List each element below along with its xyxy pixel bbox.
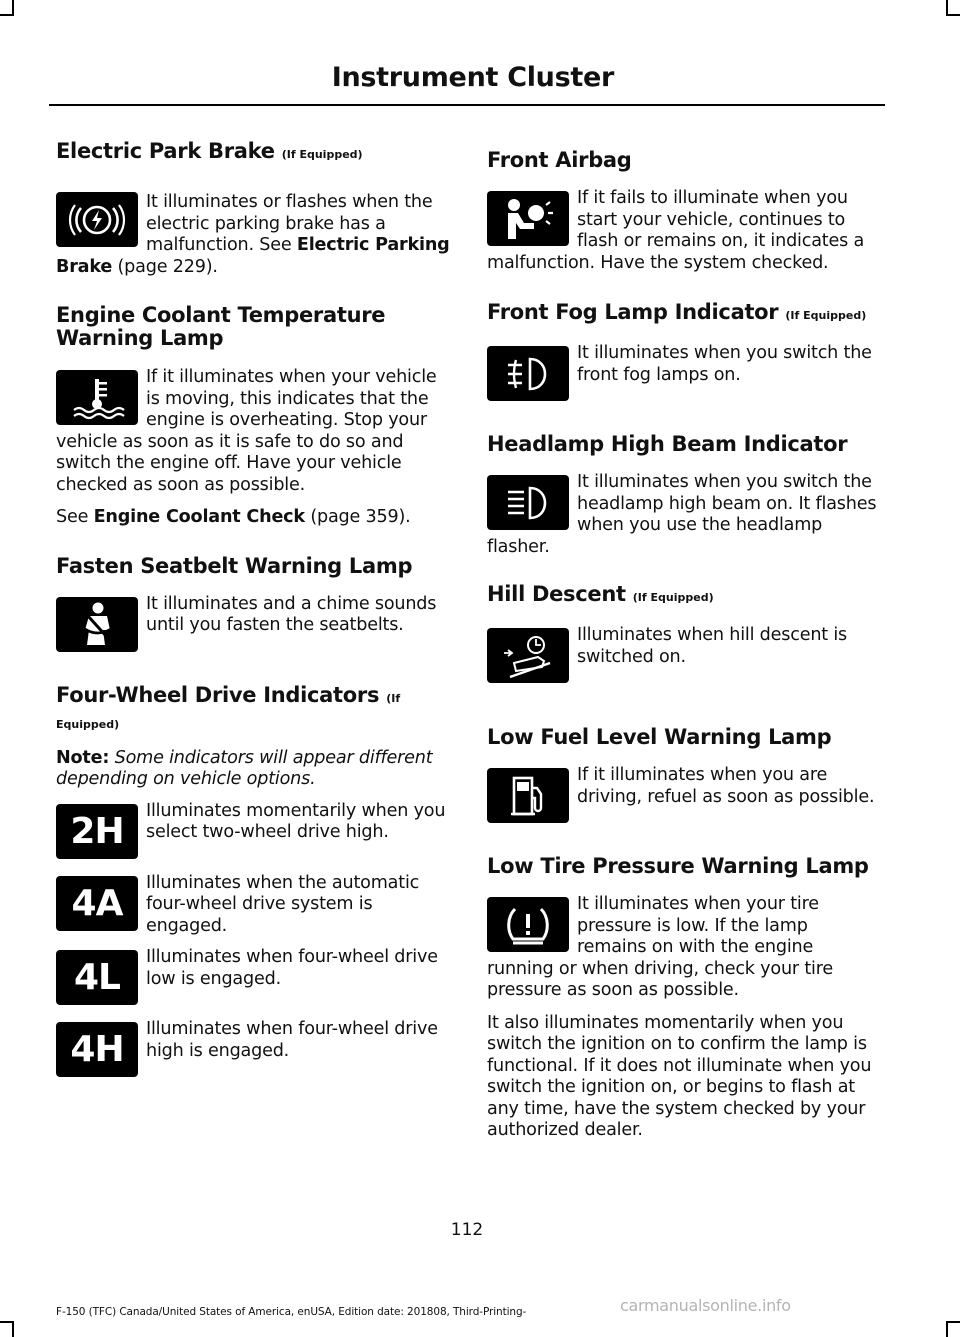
entry-hill — [487, 625, 880, 687]
fog-description: It illuminates when you switch the front fog lamps on. — [577, 343, 872, 385]
entry-coolant — [56, 367, 452, 496]
page-title: Instrument Cluster — [331, 62, 614, 93]
right-column — [487, 140, 880, 1142]
fuel-pump-icon — [487, 768, 569, 823]
section-heading-fuel: Low Fuel Level Warning Lamp — [487, 725, 832, 749]
hill-descent-icon — [487, 628, 569, 683]
fwd-4h-description: Illuminates when four-wheel drive high is engaged. — [146, 1019, 438, 1061]
high-beam-icon — [487, 475, 569, 530]
fwd-note: Note: Some indicators will appear different depending on vehicle options. — [56, 747, 433, 789]
entry-fwd-4h — [56, 1019, 452, 1081]
seatbelt-description: It illuminates and a chime sounds until you fasten the seatbelts. — [146, 593, 437, 635]
page-number: 112 — [450, 1220, 484, 1240]
hill-description: Illuminates when hill descent is switched on. — [577, 625, 848, 667]
airbag-icon — [487, 191, 569, 246]
watermark: carmanualsonline.info — [620, 1296, 791, 1315]
tire-description: It illuminates when your tire pressure is low. If the lamp remains on with the engine running or when driving, check your tire pressure as soon as possible. — [487, 894, 833, 1000]
entry-airbag — [487, 188, 880, 274]
crop-mark — [12, 0, 14, 14]
electric-park-brake-icon — [56, 192, 138, 247]
crop-mark — [946, 1321, 960, 1323]
highbeam-description: It illuminates when you switch the headlamp high beam on. It flashes when you use the headlamp flasher. — [487, 472, 877, 557]
section-heading-fwd: Four-Wheel Drive Indicators (If Equipped) — [56, 682, 401, 731]
entry-seatbelt — [56, 594, 452, 656]
seatbelt-icon — [56, 597, 138, 652]
indicator-4l-icon: 4L — [56, 950, 138, 1005]
crop-mark — [12, 1321, 14, 1337]
entry-fwd-4l — [56, 947, 452, 1009]
section-heading-airbag: Front Airbag — [487, 148, 632, 172]
entry-fog — [487, 343, 880, 405]
crop-mark — [946, 14, 960, 16]
fwd-4a-description: Illuminates when the automatic four-wheel drive system is engaged. — [146, 872, 420, 936]
epb-description: It illuminates or flashes when the electric parking brake has a malfunction. See Electric Parking Brake (page 229). — [56, 192, 450, 277]
indicator-2h-icon: 2H — [56, 804, 138, 859]
indicator-4a-icon: 4A — [56, 876, 138, 931]
header-divider — [49, 104, 885, 106]
coolant-see-reference: See Engine Coolant Check (page 359). — [56, 507, 411, 527]
fog-lamp-icon — [487, 346, 569, 401]
left-column — [56, 140, 452, 1081]
section-heading-epb: Electric Park Brake (If Equipped) — [56, 139, 363, 163]
entry-epb — [56, 192, 452, 278]
entry-fwd-2h — [56, 801, 452, 863]
crop-mark — [946, 1321, 948, 1337]
section-heading-fog: Front Fog Lamp Indicator (If Equipped) — [487, 300, 867, 324]
airbag-description: If it fails to illuminate when you start your vehicle, continues to flash or remains on, it indicates a malfunction. Have the system checked. — [487, 188, 865, 273]
fuel-description: If it illuminates when you are driving, refuel as soon as possible. — [577, 765, 875, 807]
entry-tire — [487, 894, 880, 1002]
tire-pressure-icon — [487, 897, 569, 952]
entry-fwd-4a — [56, 873, 452, 938]
section-heading-coolant: Engine Coolant Temperature Warning Lamp — [56, 303, 386, 350]
crop-mark — [0, 14, 14, 16]
section-heading-highbeam: Headlamp High Beam Indicator — [487, 432, 848, 456]
indicator-4h-icon: 4H — [56, 1022, 138, 1077]
fwd-4l-description: Illuminates when four-wheel drive low is engaged. — [146, 947, 438, 989]
section-heading-tire: Low Tire Pressure Warning Lamp — [487, 854, 869, 878]
entry-fuel — [487, 765, 880, 827]
crop-mark — [0, 1321, 14, 1323]
coolant-temperature-icon — [56, 370, 138, 425]
coolant-description: If it illuminates when your vehicle is moving, this indicates that the engine is overheating. Stop your vehicle as soon as it is safe to do so and switch the engine off. Have your vehicle checked as soon as possible. — [56, 367, 437, 495]
tire-description-2: It also illuminates momentarily when you switch the ignition on to confirm the lamp is functional. If it does not illuminate when you switch the ignition on, or begins to flash at any time, have the system checked by your authorized dealer. — [487, 1012, 872, 1140]
section-heading-seatbelt: Fasten Seatbelt Warning Lamp — [56, 553, 413, 578]
crop-mark — [946, 0, 948, 14]
document-footer: F-150 (TFC) Canada/United States of America, enUSA, Edition date: 201808, Third-Printing- — [56, 1306, 527, 1318]
fwd-2h-description: Illuminates momentarily when you select two-wheel drive high. — [146, 800, 446, 842]
entry-highbeam — [487, 472, 880, 558]
section-heading-hill: Hill Descent (If Equipped) — [487, 582, 714, 606]
